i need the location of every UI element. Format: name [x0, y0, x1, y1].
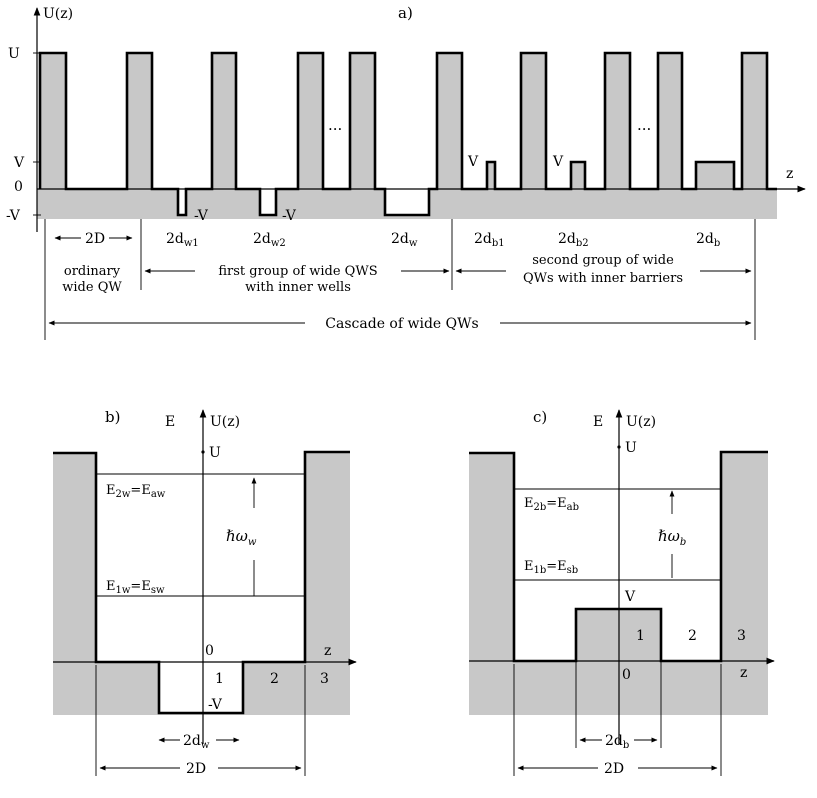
- cascade-label: Cascade of wide QWs: [325, 316, 479, 332]
- inner-well-w1-neg-v: -V: [194, 208, 208, 224]
- level-neg-v-label: -V: [6, 208, 20, 224]
- inner-well-w2-neg-v: -V: [282, 208, 296, 224]
- panel-c-region-1: 1: [636, 628, 645, 644]
- width-dw2-label: $2d_{w2}$: [253, 231, 286, 249]
- panel-b: [53, 408, 356, 777]
- panel-c-level-v: V: [625, 589, 636, 605]
- panel-b-label: b): [105, 408, 121, 426]
- inner-barrier-v-label-1: V: [468, 154, 479, 170]
- continuation-dots-1: ...: [328, 116, 343, 134]
- panel-c-label: c): [533, 408, 548, 426]
- panel-c-level-u: U: [625, 440, 637, 456]
- panel-b-inner-well: [159, 662, 243, 713]
- panel-c-region-2: 2: [688, 628, 697, 644]
- panel-b-level-u: U: [209, 445, 221, 461]
- panel-a: [6, 4, 805, 340]
- panel-b-axis-e-label: E: [165, 414, 176, 430]
- panel-a-label: a): [398, 4, 413, 22]
- level-u-label: U: [8, 46, 20, 62]
- group-second-line1: second group of wide: [532, 253, 674, 268]
- panel-b-neg-v: -V: [208, 697, 222, 713]
- panel-b-axis-z-label: z: [324, 643, 332, 659]
- panel-c-axis-e-label: E: [593, 414, 604, 430]
- panel-c-axis-y-label: U(z): [626, 414, 657, 430]
- level-zero-label: 0: [14, 179, 23, 195]
- width-dw1-label: $2d_{w1}$: [166, 231, 199, 249]
- panel-c-width-db: $2d_b$: [605, 733, 630, 751]
- panel-b-width-dw: $2d_w$: [183, 733, 210, 751]
- width-2d-label: 2D: [85, 231, 106, 247]
- panel-a-axis-z-label: z: [786, 166, 794, 182]
- width-dw-label: $2d_w$: [391, 231, 418, 249]
- panel-c-omega-label: ℏω$_b$: [658, 527, 687, 548]
- width-db-label: $2d_b$: [696, 231, 721, 249]
- panel-b-e2-label: $E_{2w}=E_{aw}$: [106, 483, 166, 500]
- panel-c-region-3: 3: [737, 628, 746, 644]
- panel-b-axis-y-label: U(z): [210, 414, 241, 430]
- panel-b-zero: 0: [205, 643, 214, 659]
- continuation-dots-2: ...: [637, 116, 652, 134]
- panel-b-omega-label: ℏω$_w$: [226, 527, 257, 548]
- inner-well-w: [385, 189, 429, 215]
- group-ordinary-line1: ordinary: [63, 264, 121, 279]
- panel-b-region-1: 1: [215, 671, 224, 687]
- panel-c-e1-label: $E_{1b}=E_{sb}$: [524, 559, 579, 576]
- panel-c: [469, 408, 774, 777]
- group-ordinary-line2: wide QW: [62, 280, 122, 295]
- inner-barrier-v-label-2: V: [553, 154, 564, 170]
- level-v-label: V: [14, 155, 25, 171]
- panel-b-region-3: 3: [320, 671, 329, 687]
- panel-b-e1-label: $E_{1w}=E_{sw}$: [106, 579, 165, 596]
- group-first-line1: first group of wide QWS: [218, 264, 378, 279]
- panel-c-axis-z-label: z: [740, 665, 748, 681]
- width-db1-label: $2d_{b1}$: [474, 231, 505, 249]
- group-first-line2: with inner wells: [245, 280, 351, 295]
- inner-well-w2: [260, 189, 276, 215]
- panel-c-zero: 0: [622, 667, 631, 683]
- panel-a-axis-y-label: U(z): [43, 6, 74, 22]
- group-second-line2: QWs with inner barriers: [522, 271, 684, 286]
- panel-c-e2-label: $E_{2b}=E_{ab}$: [524, 496, 580, 513]
- width-db2-label: $2d_{b2}$: [558, 231, 589, 249]
- panel-c-width-2d: 2D: [604, 761, 625, 777]
- panel-b-region-2: 2: [270, 671, 279, 687]
- panel-b-width-2d: 2D: [186, 761, 207, 777]
